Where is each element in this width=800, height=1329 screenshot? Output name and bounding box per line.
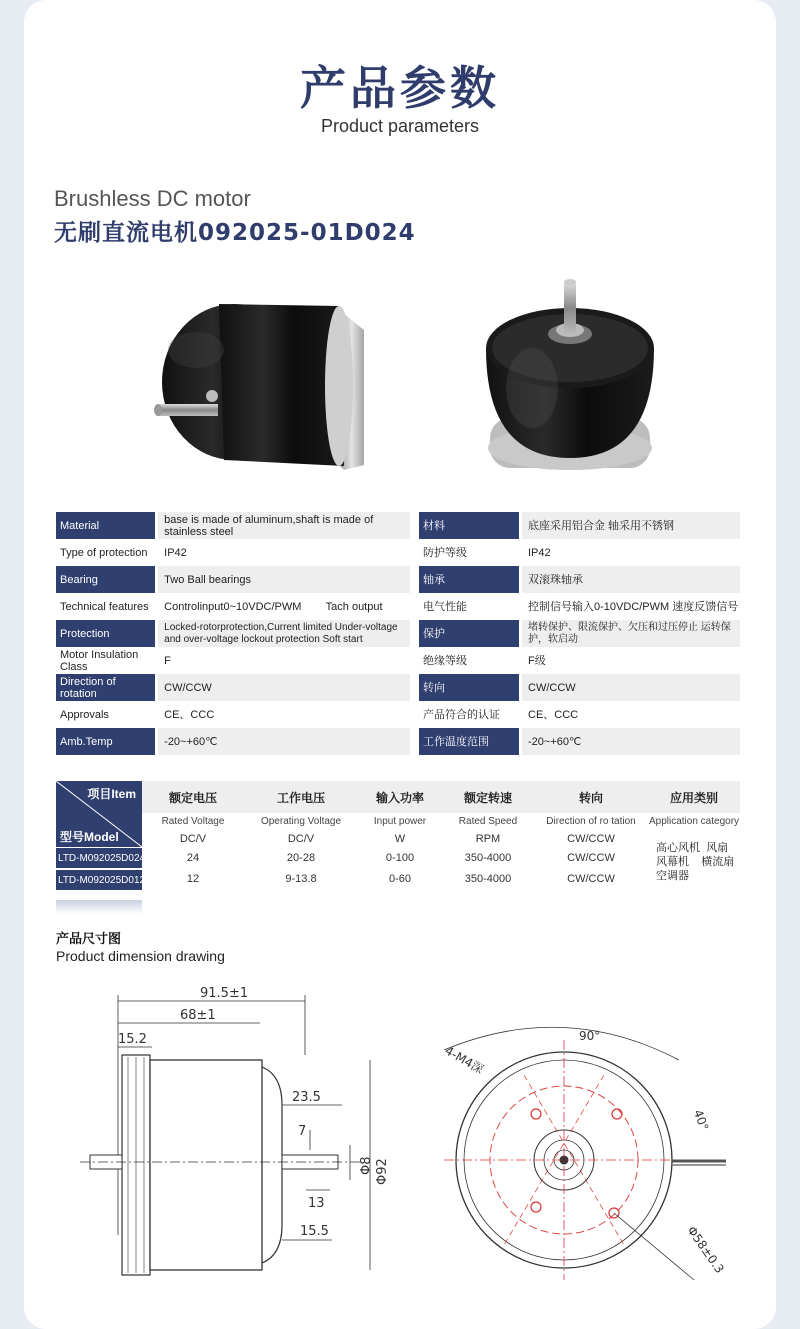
dim-angle40: 40°: [690, 1107, 712, 1133]
spec-row: [56, 593, 410, 620]
spec-label: 防护等级: [419, 539, 519, 566]
product-name: 无刷直流电机092025-01D024: [54, 220, 416, 246]
spec-row: [56, 620, 410, 647]
col-header-cn: 应用类别: [648, 781, 740, 813]
spec-value: CW/CCW: [522, 674, 740, 701]
col-rated-speed: [442, 781, 534, 889]
dim-angle90: 90°: [579, 1029, 601, 1043]
col-header-en: Operating Voltage: [260, 816, 342, 827]
spec-value: CE、CCC: [158, 701, 410, 728]
spec-row: [56, 728, 410, 755]
col-unit: CW/CCW: [567, 832, 615, 845]
spec-label: 工作温度范围: [419, 728, 519, 755]
spec-label: 转向: [419, 674, 519, 701]
spec-value: -20~+60℃: [158, 728, 410, 755]
dim-holes: 4-M4深: [442, 1043, 486, 1077]
spec-label: Approvals: [56, 701, 155, 728]
spec-row: [56, 701, 410, 728]
corner-item-label: 项目Item: [87, 787, 136, 801]
product-type: Brushless DC motor: [54, 186, 251, 211]
table-cell: 20-28: [286, 851, 316, 864]
dim-key: 7: [298, 1124, 307, 1139]
spec-label: Technical features: [56, 593, 155, 620]
spec-row: [419, 539, 740, 566]
table-cell: 350-4000: [464, 851, 512, 864]
model-table: [56, 781, 740, 891]
col-header-cn: 额定转速: [442, 781, 534, 813]
page-subtitle: Product parameters: [320, 116, 480, 136]
spec-row: [419, 674, 740, 701]
spec-label: 材料: [419, 512, 519, 539]
dim-flat: 13: [308, 1196, 325, 1211]
spec-value: CE、CCC: [522, 701, 740, 728]
col-unit: DC/V: [179, 832, 207, 845]
product-card: [24, 0, 776, 1329]
spec-label: Direction of rotation: [56, 674, 155, 701]
spec-row: [419, 593, 740, 620]
spec-value: Two Ball bearings: [158, 566, 410, 593]
col-header-en: Rated Speed: [458, 816, 518, 827]
spec-label: Material: [56, 512, 155, 539]
col-header-cn: 额定电压: [142, 781, 244, 813]
spec-row: [56, 647, 410, 674]
col-header-cn: 输入功率: [358, 781, 442, 813]
spec-table-cn: [419, 512, 740, 757]
dimension-title-en: Product dimension drawing: [56, 948, 225, 964]
spec-value: 底座采用铝合金 轴采用不锈钢: [522, 512, 740, 539]
spec-value: Locked-rotorprotection,Current limited Under-voltage and over-voltage lockout protection Soft start: [158, 620, 410, 647]
dim-shaft-ext: 23.5: [292, 1090, 321, 1105]
table-cell: 12: [186, 872, 200, 885]
dim-shaft-len: 15.5: [300, 1224, 329, 1239]
spec-value: Controlinput0~10VDC/PWM Tach output: [158, 593, 410, 620]
table-cell: CW/CCW: [567, 851, 615, 864]
spec-value: 堵转保护、限流保护、欠压和过压停止 运转保护，软启动: [522, 620, 740, 647]
table-cell: 0-100: [385, 851, 415, 864]
spec-row: [419, 728, 740, 755]
application-line: 风幕机 横流扇: [656, 856, 735, 868]
dim-body: 68±1: [180, 1008, 216, 1023]
table-shadow: [56, 900, 142, 914]
spec-row: [419, 647, 740, 674]
col-header-cn: 工作电压: [244, 781, 358, 813]
spec-label: Protection: [56, 620, 155, 647]
spec-label: 产品符合的认证: [419, 701, 519, 728]
col-unit: W: [394, 832, 406, 845]
motor-photo-side: [124, 290, 364, 480]
table-cell: CW/CCW: [567, 872, 615, 885]
model-name: LTD-M092025D012: [56, 870, 142, 890]
spec-row: [419, 566, 740, 593]
side-dimension-drawing: [60, 985, 400, 1285]
dim-overall: 91.5±1: [200, 986, 249, 1001]
spec-value: 双滚珠轴承: [522, 566, 740, 593]
spec-row: [419, 701, 740, 728]
table-cell: 9-13.8: [285, 872, 317, 885]
corner-model-label: 型号Model: [60, 830, 119, 844]
spec-row: [419, 620, 740, 647]
spec-value: F级: [522, 647, 740, 674]
spec-row: [56, 674, 410, 701]
col-header-cn: 转向: [534, 781, 648, 813]
dim-pcd: Φ58±0.3: [684, 1223, 727, 1276]
spec-value: IP42: [522, 539, 740, 566]
spec-value: IP42: [158, 539, 410, 566]
spec-row: [56, 512, 410, 539]
spec-label: Amb.Temp: [56, 728, 155, 755]
col-operating-voltage: [244, 781, 358, 889]
col-input-power: [358, 781, 442, 889]
spec-label: 轴承: [419, 566, 519, 593]
spec-label: Bearing: [56, 566, 155, 593]
col-header-en: Direction of ro tation: [546, 816, 636, 827]
spec-label: 绝缘等级: [419, 647, 519, 674]
spec-label: Type of protection: [56, 539, 155, 566]
dim-flange: 15.2: [118, 1032, 147, 1047]
table-cell: 0-60: [388, 872, 412, 885]
col-unit: RPM: [475, 832, 501, 845]
application-values: [648, 841, 740, 883]
front-dimension-drawing: [404, 985, 734, 1285]
spec-table-en: [56, 512, 410, 757]
application-line: 空调器: [656, 870, 689, 882]
spec-value: -20~+60℃: [522, 728, 740, 755]
col-application: [648, 781, 740, 830]
application-line: 高心风机 风扇: [656, 842, 729, 854]
table-corner: [56, 781, 142, 847]
spec-label: 电气性能: [419, 593, 519, 620]
table-cell: 350-4000: [464, 872, 512, 885]
spec-value: F: [158, 647, 410, 674]
dimension-title-cn: 产品尺寸图: [56, 932, 122, 947]
spec-label: Motor Insulation Class: [56, 647, 155, 674]
col-rated-voltage: [142, 781, 244, 889]
spec-value: base is made of aluminum,shaft is made of stainless steel: [158, 512, 410, 539]
motor-photo-top: [472, 268, 672, 478]
page-title: 产品参数: [300, 61, 500, 115]
col-unit: DC/V: [287, 832, 315, 845]
spec-value: 控制信号输入0-10VDC/PWM 速度反馈信号: [522, 593, 740, 620]
spec-row: [56, 539, 410, 566]
spec-row: [419, 512, 740, 539]
spec-value: CW/CCW: [158, 674, 410, 701]
col-header-en: Application category: [648, 816, 740, 827]
dim-dia: Φ92: [375, 1158, 390, 1185]
model-name: LTD-M092025D024: [56, 848, 142, 868]
col-header-en: Input power: [373, 816, 427, 827]
spec-label: 保护: [419, 620, 519, 647]
table-cell: 24: [186, 851, 200, 864]
col-direction: [534, 781, 648, 889]
spec-row: [56, 566, 410, 593]
col-header-en: Rated Voltage: [161, 816, 225, 827]
dim-shaft-dia: Φ8: [359, 1156, 374, 1175]
